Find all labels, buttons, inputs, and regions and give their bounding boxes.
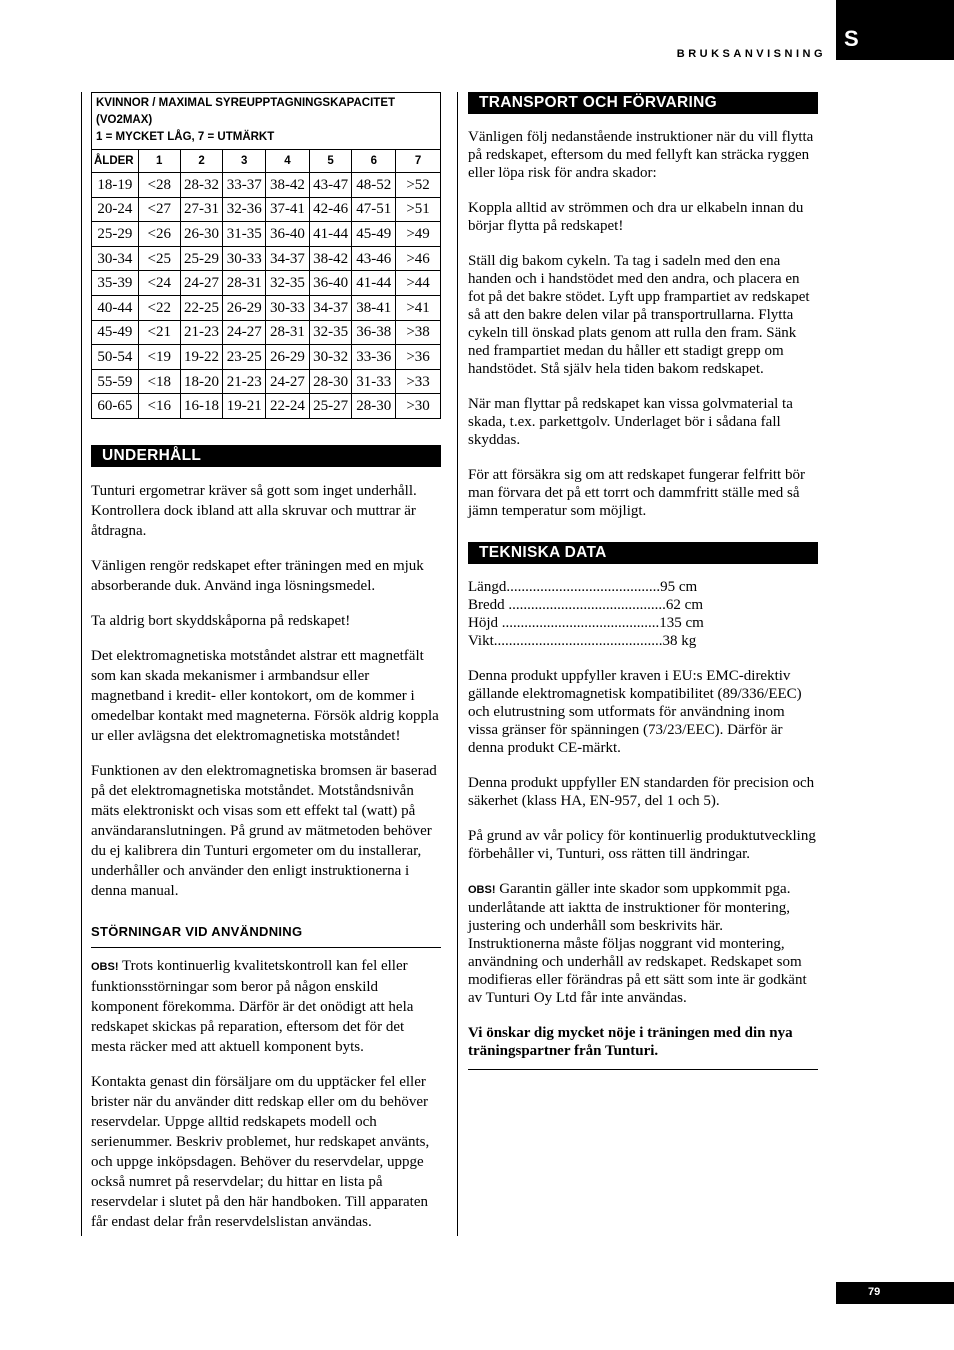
header-cell: 1 [138, 150, 180, 173]
header-cell: 4 [266, 150, 310, 173]
value-cell: >41 [396, 295, 441, 320]
value-cell: 43-46 [352, 246, 396, 271]
value-cell: 34-37 [309, 295, 352, 320]
header-cell: 2 [180, 150, 223, 173]
table-row [92, 394, 441, 419]
value-cell: 33-36 [352, 345, 396, 370]
value-cell: 33-37 [223, 173, 266, 198]
table-row [92, 345, 441, 370]
value-cell: >44 [396, 271, 441, 296]
value-cell: 34-37 [266, 246, 310, 271]
spec-weight: Vikt.............................................38 kg [468, 633, 697, 649]
left-column [91, 92, 441, 1232]
value-cell: <25 [138, 246, 180, 271]
value-cell: 32-35 [309, 320, 352, 345]
vo2max-table [91, 92, 441, 419]
paragraph: På grund av vår policy för kontinuerlig produktutveckling förbehåller vi, Tunturi, oss rätten till ändringar. [468, 828, 816, 862]
column-end-rule [468, 1069, 818, 1070]
age-cell: 40-44 [92, 295, 139, 320]
paragraph: Ställ dig bakom cykeln. Ta tag i sadeln med den ena handen och i handstödet med den andra, och placera en fot på det bakre stödet. Lyft upp frampartiet av redskapet så att den bakre delen vilar på transportrullarna. Flytta cykeln till önskad plats genom att rulla den fram. Sänk ned frampartiet medan du håller ett stadigt grepp om handstödet. Stå själv hela tiden bakom redskapet. [468, 253, 810, 377]
value-cell: 24-27 [180, 271, 223, 296]
obs-label: OBS! [468, 884, 496, 896]
value-cell: 38-41 [352, 295, 396, 320]
table-row [92, 246, 441, 271]
value-cell: 19-21 [223, 394, 266, 419]
paragraph: När man flyttar på redskapet kan vissa golvmaterial ta skada, t.ex. parkettgolv. Underlaget bör i sådana fall skyddas. [468, 396, 793, 448]
paragraph: Koppla alltid av strömmen och dra ur elkabeln innan du börjar flytta på redskapet! [468, 200, 804, 234]
value-cell: 28-31 [223, 271, 266, 296]
spec-length: Längd.........................................95 cm [468, 579, 698, 595]
value-cell: 30-33 [266, 295, 310, 320]
value-cell: <21 [138, 320, 180, 345]
value-cell: 36-40 [266, 222, 310, 247]
paragraph: För att försäkra sig om att redskapet fungerar felfritt bör man förvara det på ett torrt och dammfritt ställe med så jämn temperatur som möjligt. [468, 467, 805, 519]
left-column-rule [81, 92, 82, 1236]
value-cell: <28 [138, 173, 180, 198]
value-cell: <16 [138, 394, 180, 419]
table-row [92, 173, 441, 198]
paragraph: Kontakta genast din försäljare om du upptäcker fel eller brister när du använder ditt redskap eller om du behöver reservdelar. Uppge alltid redskapets modell och serienummer. Beskriv problemet, hur redskapet använts, och uppge inköpsdagen. Behöver du reservdelar, uppge också numret på reservdelar; du hittar en lista på reservdelar i slutet på den här handboken. Till apparaten får endast delar från reservdelslistan användas. [91, 1073, 430, 1230]
caption-line: 1 = MYCKET LÅG, 7 = UTMÄRKT [96, 131, 275, 143]
value-cell: 30-33 [223, 246, 266, 271]
right-column-rule [457, 92, 458, 1236]
value-cell: >33 [396, 369, 441, 394]
age-cell: 30-34 [92, 246, 139, 271]
table-header-row [92, 150, 441, 173]
tekniska-heading: TEKNISKA DATA [468, 542, 818, 564]
spec-height: Höjd ..........................................135 cm [468, 615, 704, 631]
value-cell: 26-30 [180, 222, 223, 247]
table-caption [92, 93, 441, 150]
age-cell: 45-49 [92, 320, 139, 345]
value-cell: >52 [396, 173, 441, 198]
page-number: 79 [836, 1282, 954, 1304]
table-row [92, 271, 441, 296]
value-cell: 19-22 [180, 345, 223, 370]
header-cell: 3 [223, 150, 266, 173]
age-cell: 55-59 [92, 369, 139, 394]
value-cell: 28-30 [352, 394, 396, 419]
age-cell: 18-19 [92, 173, 139, 198]
value-cell: 21-23 [180, 320, 223, 345]
language-badge: S [836, 0, 954, 60]
closing-text: Vi önskar dig mycket nöje i träningen med din nya träningspartner från Tunturi. [468, 1025, 793, 1059]
value-cell: <26 [138, 222, 180, 247]
caption-line: KVINNOR / MAXIMAL SYREUPPTAGNINGSKAPACITET [96, 97, 396, 109]
paragraph-text: Garantin gäller inte skador som uppkommit pga. underlåtande att iaktta de instruktioner för montering, justering och underhåll som beskrivits här. Instruktionerna måste följas noggrant vid montering, användning och underhåll av redskapet. Redskapet som modifieras eller förändras på ett sätt som inte är godkänt av Tunturi Oy Ltd får inte användas. [468, 881, 807, 1006]
manual-title: BRUKSANVISNING [676, 48, 826, 60]
value-cell: 43-47 [309, 173, 352, 198]
value-cell: 42-46 [309, 197, 352, 222]
value-cell: 31-33 [352, 369, 396, 394]
storningar-heading: STÖRNINGAR VID ANVÄNDNING [91, 923, 441, 948]
value-cell: 28-30 [309, 369, 352, 394]
value-cell: 24-27 [223, 320, 266, 345]
table-row [92, 197, 441, 222]
paragraph [468, 880, 818, 1007]
header-cell: 5 [309, 150, 352, 173]
header-cell: 6 [352, 150, 396, 173]
value-cell: >51 [396, 197, 441, 222]
value-cell: 30-32 [309, 345, 352, 370]
age-cell: 60-65 [92, 394, 139, 419]
value-cell: 47-51 [352, 197, 396, 222]
value-cell: 38-42 [266, 173, 310, 198]
value-cell: 41-44 [352, 271, 396, 296]
value-cell: >30 [396, 394, 441, 419]
paragraph: Funktionen av den elektromagnetiska bromsen är baserad på det elektromagnetiska motståndet. Motståndsnivån mäts elektroniskt och visas som ett effekt tal (watt) på användaranslutningen. På grund av mätmetoden behöver du ej kalibrera din Tunturi ergometer om du installerar, underhåller och använder den enligt instruktionerna i denna manual. [91, 762, 437, 899]
value-cell: >46 [396, 246, 441, 271]
paragraph [91, 956, 441, 1057]
value-cell: 38-42 [309, 246, 352, 271]
obs-label: OBS! [91, 960, 119, 973]
value-cell: 32-35 [266, 271, 310, 296]
table-row [92, 320, 441, 345]
value-cell: 27-31 [180, 197, 223, 222]
paragraph-text: Trots kontinuerlig kvalitetskontroll kan fel eller funktionsstörningar som beror på någon enskild komponent förekomma. Därför är det onödigt att hela redskapet skickas på reparation, eftersom det för det mesta räcker med att aktuell komponent byts. [91, 957, 414, 1055]
value-cell: 36-38 [352, 320, 396, 345]
value-cell: 18-20 [180, 369, 223, 394]
header-cell: 7 [396, 150, 441, 173]
age-cell: 20-24 [92, 197, 139, 222]
paragraph: Ta aldrig bort skyddskåporna på redskapet! [91, 612, 351, 629]
value-cell: 45-49 [352, 222, 396, 247]
right-column [468, 92, 818, 1070]
value-cell: 28-31 [266, 320, 310, 345]
spec-list [468, 578, 818, 650]
age-cell: 50-54 [92, 345, 139, 370]
value-cell: <27 [138, 197, 180, 222]
value-cell: 28-32 [180, 173, 223, 198]
value-cell: >49 [396, 222, 441, 247]
paragraph: Vänligen följ nedanstående instruktioner när du vill flytta på redskapet, eftersom du med fellyft kan sträcka ryggen eller löpa risk för andra skador: [468, 129, 814, 181]
value-cell: 24-27 [266, 369, 310, 394]
age-cell: 25-29 [92, 222, 139, 247]
value-cell: 41-44 [309, 222, 352, 247]
value-cell: 48-52 [352, 173, 396, 198]
header-cell: ÅLDER [92, 150, 139, 173]
value-cell: 25-29 [180, 246, 223, 271]
paragraph: Vänligen rengör redskapet efter träningen med en mjuk absorberande duk. Använd inga lösningsmedel. [91, 557, 424, 594]
value-cell: 16-18 [180, 394, 223, 419]
paragraph: Tunturi ergometrar kräver så gott som inget underhåll. Kontrollera dock ibland att alla skruvar och muttrar är åtdragna. [91, 482, 417, 539]
value-cell: <18 [138, 369, 180, 394]
value-cell: >36 [396, 345, 441, 370]
value-cell: 26-29 [223, 295, 266, 320]
value-cell: 21-23 [223, 369, 266, 394]
table-row [92, 369, 441, 394]
transport-heading: TRANSPORT OCH FÖRVARING [468, 92, 818, 114]
value-cell: <19 [138, 345, 180, 370]
value-cell: <22 [138, 295, 180, 320]
paragraph: Denna produkt uppfyller kraven i EU:s EMC-direktiv gällande elektromagnetisk kompatibilitet (89/336/EEC) och elutrustning som utformats för användning inom vissa gränser för spänningen (73/23/EEC). Därför är denna produkt CE-märkt. [468, 668, 802, 756]
value-cell: 25-27 [309, 394, 352, 419]
caption-line: (VO2MAX) [96, 114, 153, 126]
value-cell: 32-36 [223, 197, 266, 222]
value-cell: 22-25 [180, 295, 223, 320]
paragraph: Det elektromagnetiska motståndet alstrar ett magnetfält som kan skada mekanismer i armbandsur eller magnetband i kredit- eller kontokort, om de kommer i omedelbar kontakt med magneterna. Försök aldrig koppla ur eller avlägsna det elektromagnetiska motståndet! [91, 647, 439, 744]
value-cell: >38 [396, 320, 441, 345]
value-cell: 22-24 [266, 394, 310, 419]
value-cell: 37-41 [266, 197, 310, 222]
value-cell: <24 [138, 271, 180, 296]
value-cell: 36-40 [309, 271, 352, 296]
underhall-heading: UNDERHÅLL [91, 445, 441, 467]
value-cell: 26-29 [266, 345, 310, 370]
value-cell: 31-35 [223, 222, 266, 247]
spec-width: Bredd ..........................................62 cm [468, 597, 703, 613]
table-row [92, 222, 441, 247]
table-row [92, 295, 441, 320]
value-cell: 23-25 [223, 345, 266, 370]
paragraph: Denna produkt uppfyller EN standarden för precision och säkerhet (klass HA, EN-957, del 1 och 5). [468, 775, 815, 809]
age-cell: 35-39 [92, 271, 139, 296]
